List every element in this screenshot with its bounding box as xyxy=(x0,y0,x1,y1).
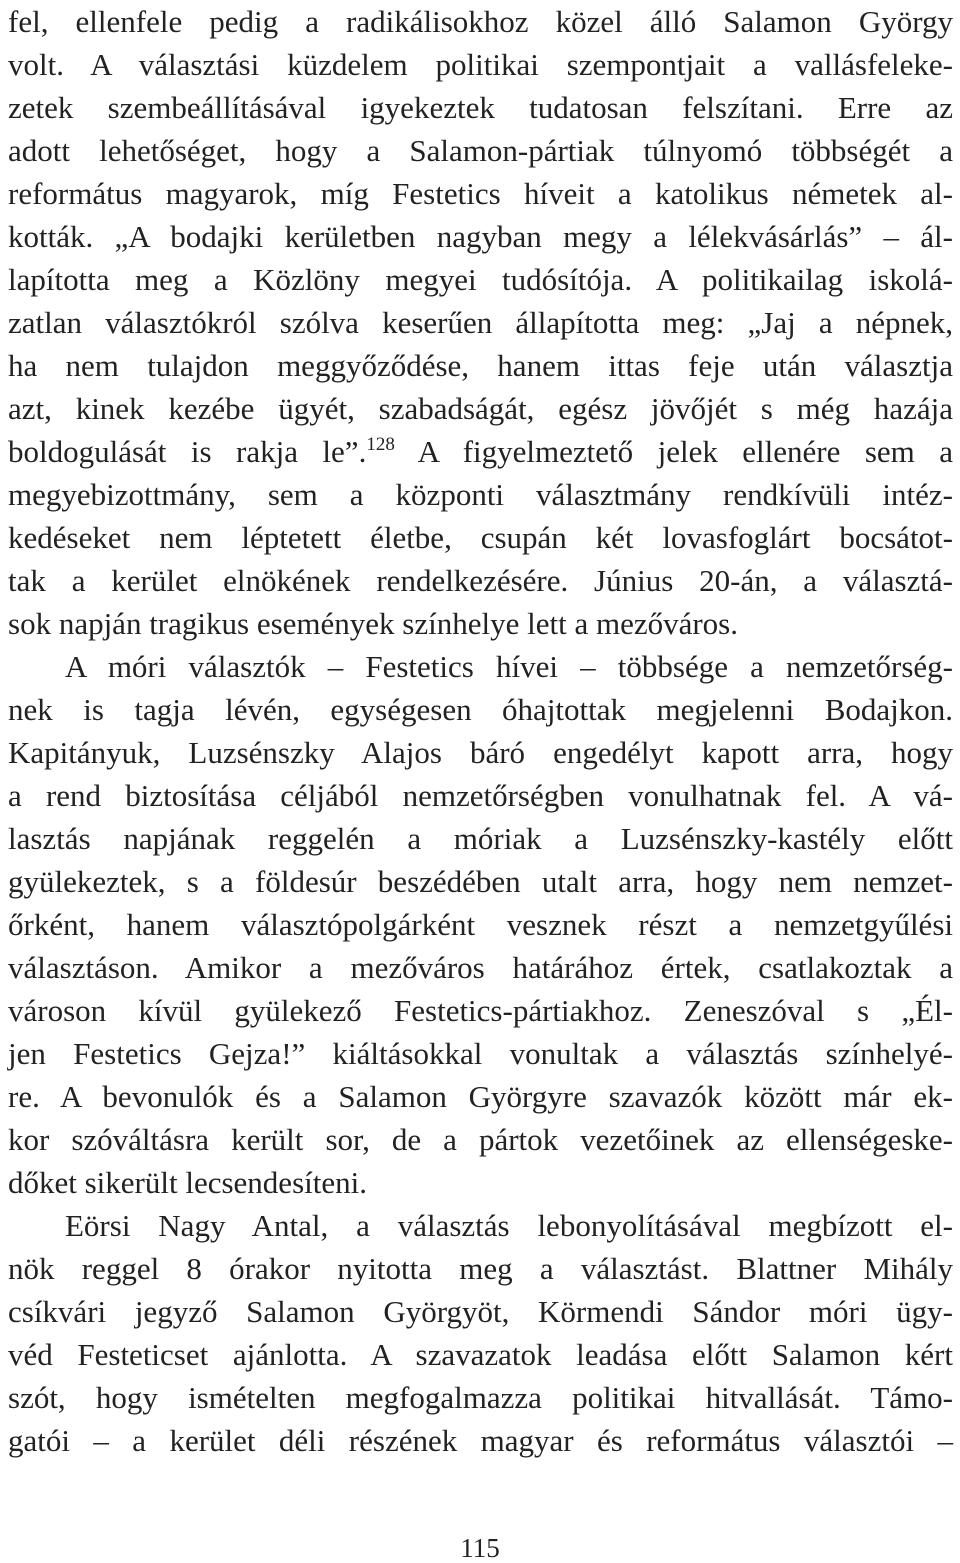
text-line: A móri választók – Festetics hívei – többsége a nemzetőrség- xyxy=(65,649,953,684)
text-line: nök reggel 8 órakor nyitotta meg a választást. Blattner Mihály xyxy=(8,1251,953,1286)
text-line: jen Festetics Gejza!” kiáltásokkal vonultak a választás színhelyé- xyxy=(8,1036,953,1071)
text-line: nek is tagja lévén, egységesen óhajtottak megjelenni Bodajkon. xyxy=(8,692,953,727)
text-line: véd Festeticset ajánlotta. A szavazatok leadása előtt Salamon kért xyxy=(8,1337,953,1372)
text-line: lapította meg a Közlöny megyei tudósítója. A politikailag iskolá- xyxy=(8,262,953,297)
text-line: kották. „A bodajki kerületben nagyban megy a lélekvásárlás” – ál- xyxy=(8,219,953,254)
text-line: azt, kinek kezébe ügyét, szabadságát, egész jövőjét s még hazája xyxy=(8,391,953,426)
text-line: Kapitányuk, Luzsénszky Alajos báró engedélyt kapott arra, hogy xyxy=(8,735,953,770)
text-line: tak a kerület elnökének rendelkezésére. Június 20-án, a választá- xyxy=(8,563,953,598)
footnote-reference: 128 xyxy=(366,434,395,455)
text-line: csíkvári jegyző Salamon Györgyöt, Körmendi Sándor móri ügy- xyxy=(8,1294,953,1329)
text-line: kor szóváltásra került sor, de a pártok vezetőinek az ellenségeske- xyxy=(8,1122,953,1157)
text-line: adott lehetőséget, hogy a Salamon-pártiak túlnyomó többségét a xyxy=(8,133,953,168)
text-line: városon kívül gyülekező Festetics-pártiakhoz. Zeneszóval s „Él- xyxy=(8,993,953,1028)
text-line: gyülekeztek, s a földesúr beszédében utalt arra, hogy nem nemzet- xyxy=(8,864,953,899)
text-line: zatlan választókról szólva keserűen állapította meg: „Jaj a népnek, xyxy=(8,305,953,340)
text-line: református magyarok, míg Festetics híveit a katolikus németek al- xyxy=(8,176,953,211)
text-line: őrként, hanem választópolgárként vesznek részt a nemzetgyűlési xyxy=(8,907,953,942)
text-line: kedéseket nem léptetett életbe, csupán két lovasfoglárt bocsátot- xyxy=(8,520,953,555)
text-segment: boldogulását is rakja le”. xyxy=(8,434,367,469)
text-line: sok napján tragikus események színhelye lett a mezőváros. xyxy=(8,606,738,641)
text-line: a rend biztosítása céljából nemzetőrségben vonulhatnak fel. A vá- xyxy=(8,778,953,813)
text-line: fel, ellenfele pedig a radikálisokhoz közel álló Salamon György xyxy=(8,4,953,39)
text-line: lasztás napjának reggelén a móriak a Luzsénszky-kastély előtt xyxy=(8,821,953,856)
text-line-with-footnote xyxy=(8,430,953,474)
text-line: dőket sikerült lecsendesíteni. xyxy=(8,1165,367,1200)
text-line: gatói – a kerület déli részének magyar és református választói – xyxy=(8,1423,953,1458)
text-line: volt. A választási küzdelem politikai szempontjait a vallásfeleke- xyxy=(8,47,953,82)
text-line: zetek szembeállításával igyekeztek tudatosan felszítani. Erre az xyxy=(8,90,953,125)
page-number: 115 xyxy=(460,1533,500,1563)
text-segment: A figyelmeztető jelek ellenére sem a xyxy=(394,434,954,469)
text-line: szót, hogy ismételten megfogalmazza politikai hitvallását. Támo- xyxy=(8,1380,953,1415)
text-line: re. A bevonulók és a Salamon Györgyre szavazók között már ek- xyxy=(8,1079,953,1114)
text-line: Eörsi Nagy Antal, a választás lebonyolításával megbízott el- xyxy=(65,1208,953,1243)
text-line: ha nem tulajdon meggyőződése, hanem ittas feje után választja xyxy=(8,348,953,383)
text-line: választáson. Amikor a mezőváros határához értek, csatlakoztak a xyxy=(8,950,953,985)
text-line: megyebizottmány, sem a központi választmány rendkívüli intéz- xyxy=(8,477,953,512)
